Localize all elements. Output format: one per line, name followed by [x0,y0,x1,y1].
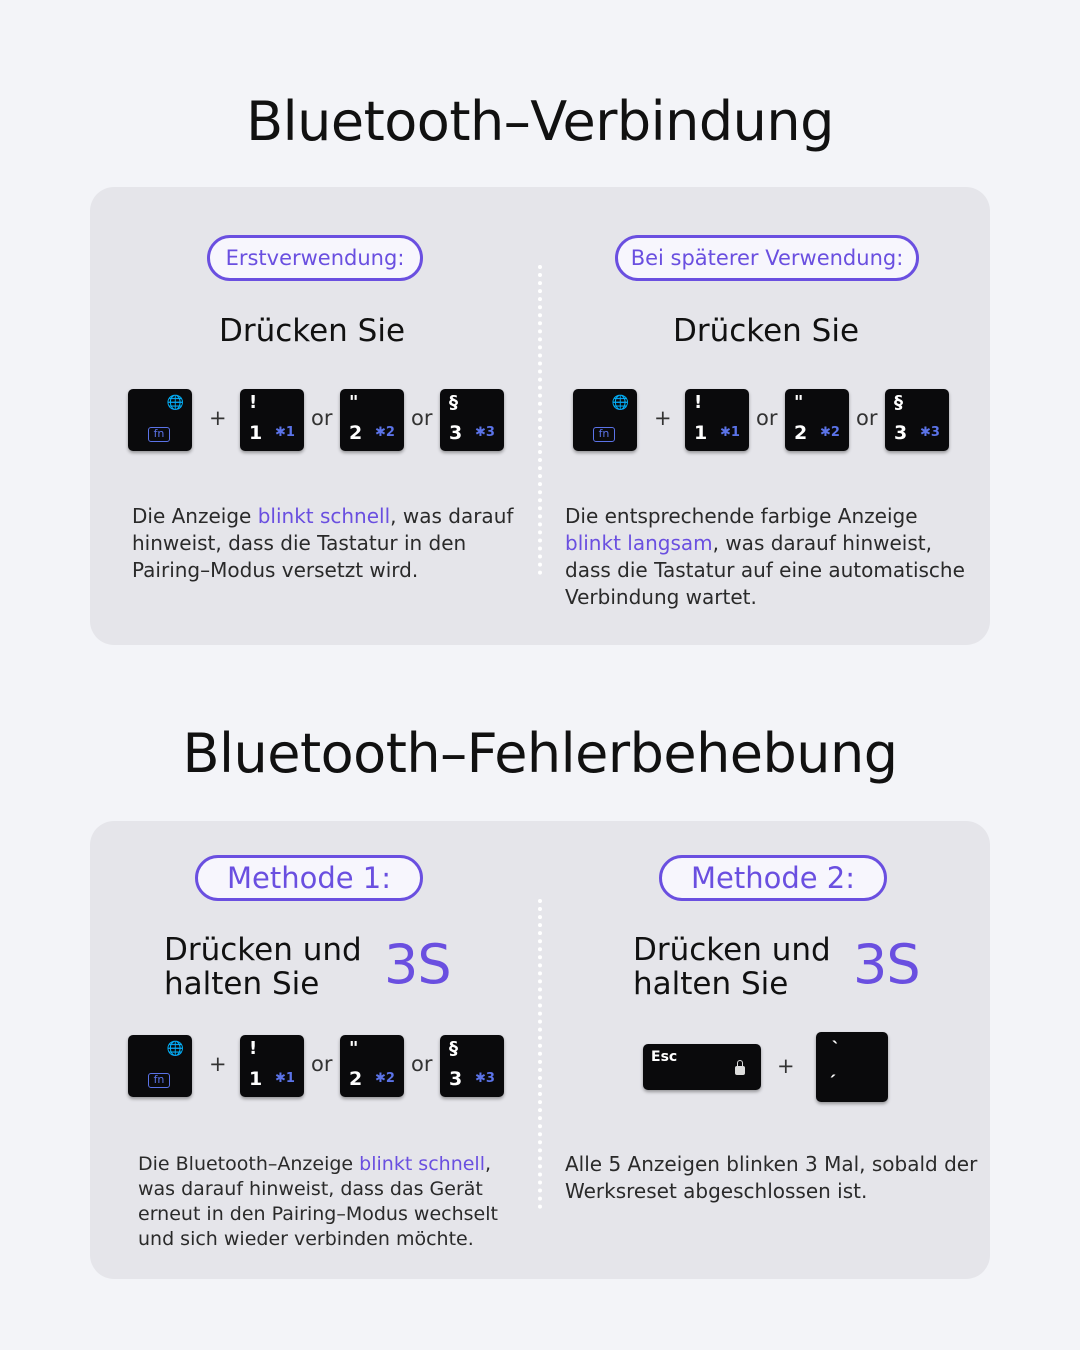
key-3-symbol: § [894,392,903,413]
later-use-description [565,503,965,611]
desc-highlight: blinkt schnell [257,504,391,528]
connection-panel [90,187,990,645]
or-label: or [411,406,433,430]
key-1 [685,389,749,451]
key-1 [240,1035,304,1097]
desc-text: Die Bluetooth–Anzeige [138,1153,360,1175]
bluetooth-3-icon: ✱3 [475,1071,495,1086]
key-3-number: 3 [894,422,908,444]
bluetooth-1-icon: ✱1 [275,1071,295,1086]
bluetooth-2-icon: ✱2 [375,425,395,440]
acute-symbol: ´ [830,1072,836,1092]
key-1-symbol: ! [694,392,703,413]
key-3-symbol: § [449,1038,458,1059]
bluetooth-2-icon: ✱2 [820,425,840,440]
hold-line-1: Drücken und [164,932,362,968]
key-2-symbol: " [349,1038,359,1059]
method-2-pill: Methode 2: [659,855,887,901]
or-label: or [411,1052,433,1076]
key-2-number: 2 [349,1068,363,1090]
bluetooth-1-icon: ✱1 [720,425,740,440]
key-1-number: 1 [249,422,263,444]
fn-globe-key [128,1035,192,1097]
desc-text: Die Anzeige [132,504,258,528]
troubleshooting-panel [90,821,990,1279]
key-combo-left [128,389,508,451]
desc-highlight: blinkt schnell [359,1153,485,1175]
lock-icon [735,1066,745,1075]
panel-divider [538,899,542,1209]
hold-label-left [164,933,362,1001]
key-3-number: 3 [449,1068,463,1090]
section-title-troubleshooting: Bluetooth–Fehlerbehebung [182,722,898,785]
key-1 [240,389,304,451]
or-label: or [311,406,333,430]
bluetooth-2-icon: ✱2 [375,1071,395,1086]
globe-icon: 🌐 [166,395,184,411]
hold-duration-left: 3S [384,933,451,996]
globe-icon: 🌐 [166,1041,184,1057]
key-2 [340,1035,404,1097]
key-1-symbol: ! [249,1038,258,1059]
panel-divider [538,265,542,575]
key-combo-method-1 [128,1035,508,1097]
key-3-symbol: § [449,392,458,413]
key-2-symbol: " [794,392,804,413]
bluetooth-3-icon: ✱3 [475,425,495,440]
esc-key [643,1044,761,1090]
esc-label: Esc [651,1049,678,1065]
press-label-left: Drücken Sie [218,313,406,349]
desc-text: , was darauf hinweist, dass die Tastatur auf eine automatische Verbindung wartet. [565,531,965,609]
desc-highlight: blinkt langsam [565,531,713,555]
fn-globe-key [128,389,192,451]
press-label-right: Drücken Sie [672,313,860,349]
desc-text: , was darauf hinweist, dass die Tastatur in den Pairing–Modus versetzt wird. [132,504,514,582]
key-2-number: 2 [349,422,363,444]
method-2-description: Alle 5 Anzeigen blinken 3 Mal, sobald der Werksreset abgeschlossen ist. [565,1152,978,1203]
or-label: or [311,1052,333,1076]
key-3 [885,389,949,451]
hold-label-right [633,933,831,1001]
method-1-pill: Methode 1: [195,855,423,901]
grave-symbol: ` [832,1038,838,1058]
key-3-number: 3 [449,422,463,444]
key-combo-method-2 [643,1032,893,1104]
hold-duration-right: 3S [853,933,920,996]
plus-sign: + [654,406,672,430]
or-label: or [856,406,878,430]
fn-icon: fn [148,427,170,442]
key-1-number: 1 [249,1068,263,1090]
section-title-connection: Bluetooth–Verbindung [246,90,834,153]
fn-globe-key [573,389,637,451]
plus-sign: + [209,406,227,430]
method-1-description [138,1152,528,1252]
hold-line-1: Drücken und [633,932,831,968]
bluetooth-1-icon: ✱1 [275,425,295,440]
bluetooth-3-icon: ✱3 [920,425,940,440]
globe-icon: 🌐 [611,395,629,411]
grave-key [816,1032,888,1102]
first-use-description [132,503,524,584]
key-combo-right [573,389,953,451]
key-2 [340,389,404,451]
or-label: or [756,406,778,430]
fn-icon: fn [593,427,615,442]
plus-sign: + [209,1052,227,1076]
key-3 [440,1035,504,1097]
key-1-symbol: ! [249,392,258,413]
key-2-number: 2 [794,422,808,444]
later-use-pill: Bei späterer Verwendung: [615,235,919,281]
hold-line-2: halten Sie [633,966,789,1002]
desc-text: Die entsprechende farbige Anzeige [565,504,918,528]
key-2-symbol: " [349,392,359,413]
plus-sign: + [777,1054,795,1078]
first-use-pill: Erstverwendung: [207,235,423,281]
desc-text: , was darauf hinweist, dass das Gerät erneut in den Pairing–Modus wechselt und sich wieder verbinden möchte. [138,1153,498,1250]
key-1-number: 1 [694,422,708,444]
fn-icon: fn [148,1073,170,1088]
key-3 [440,389,504,451]
key-2 [785,389,849,451]
hold-line-2: halten Sie [164,966,320,1002]
